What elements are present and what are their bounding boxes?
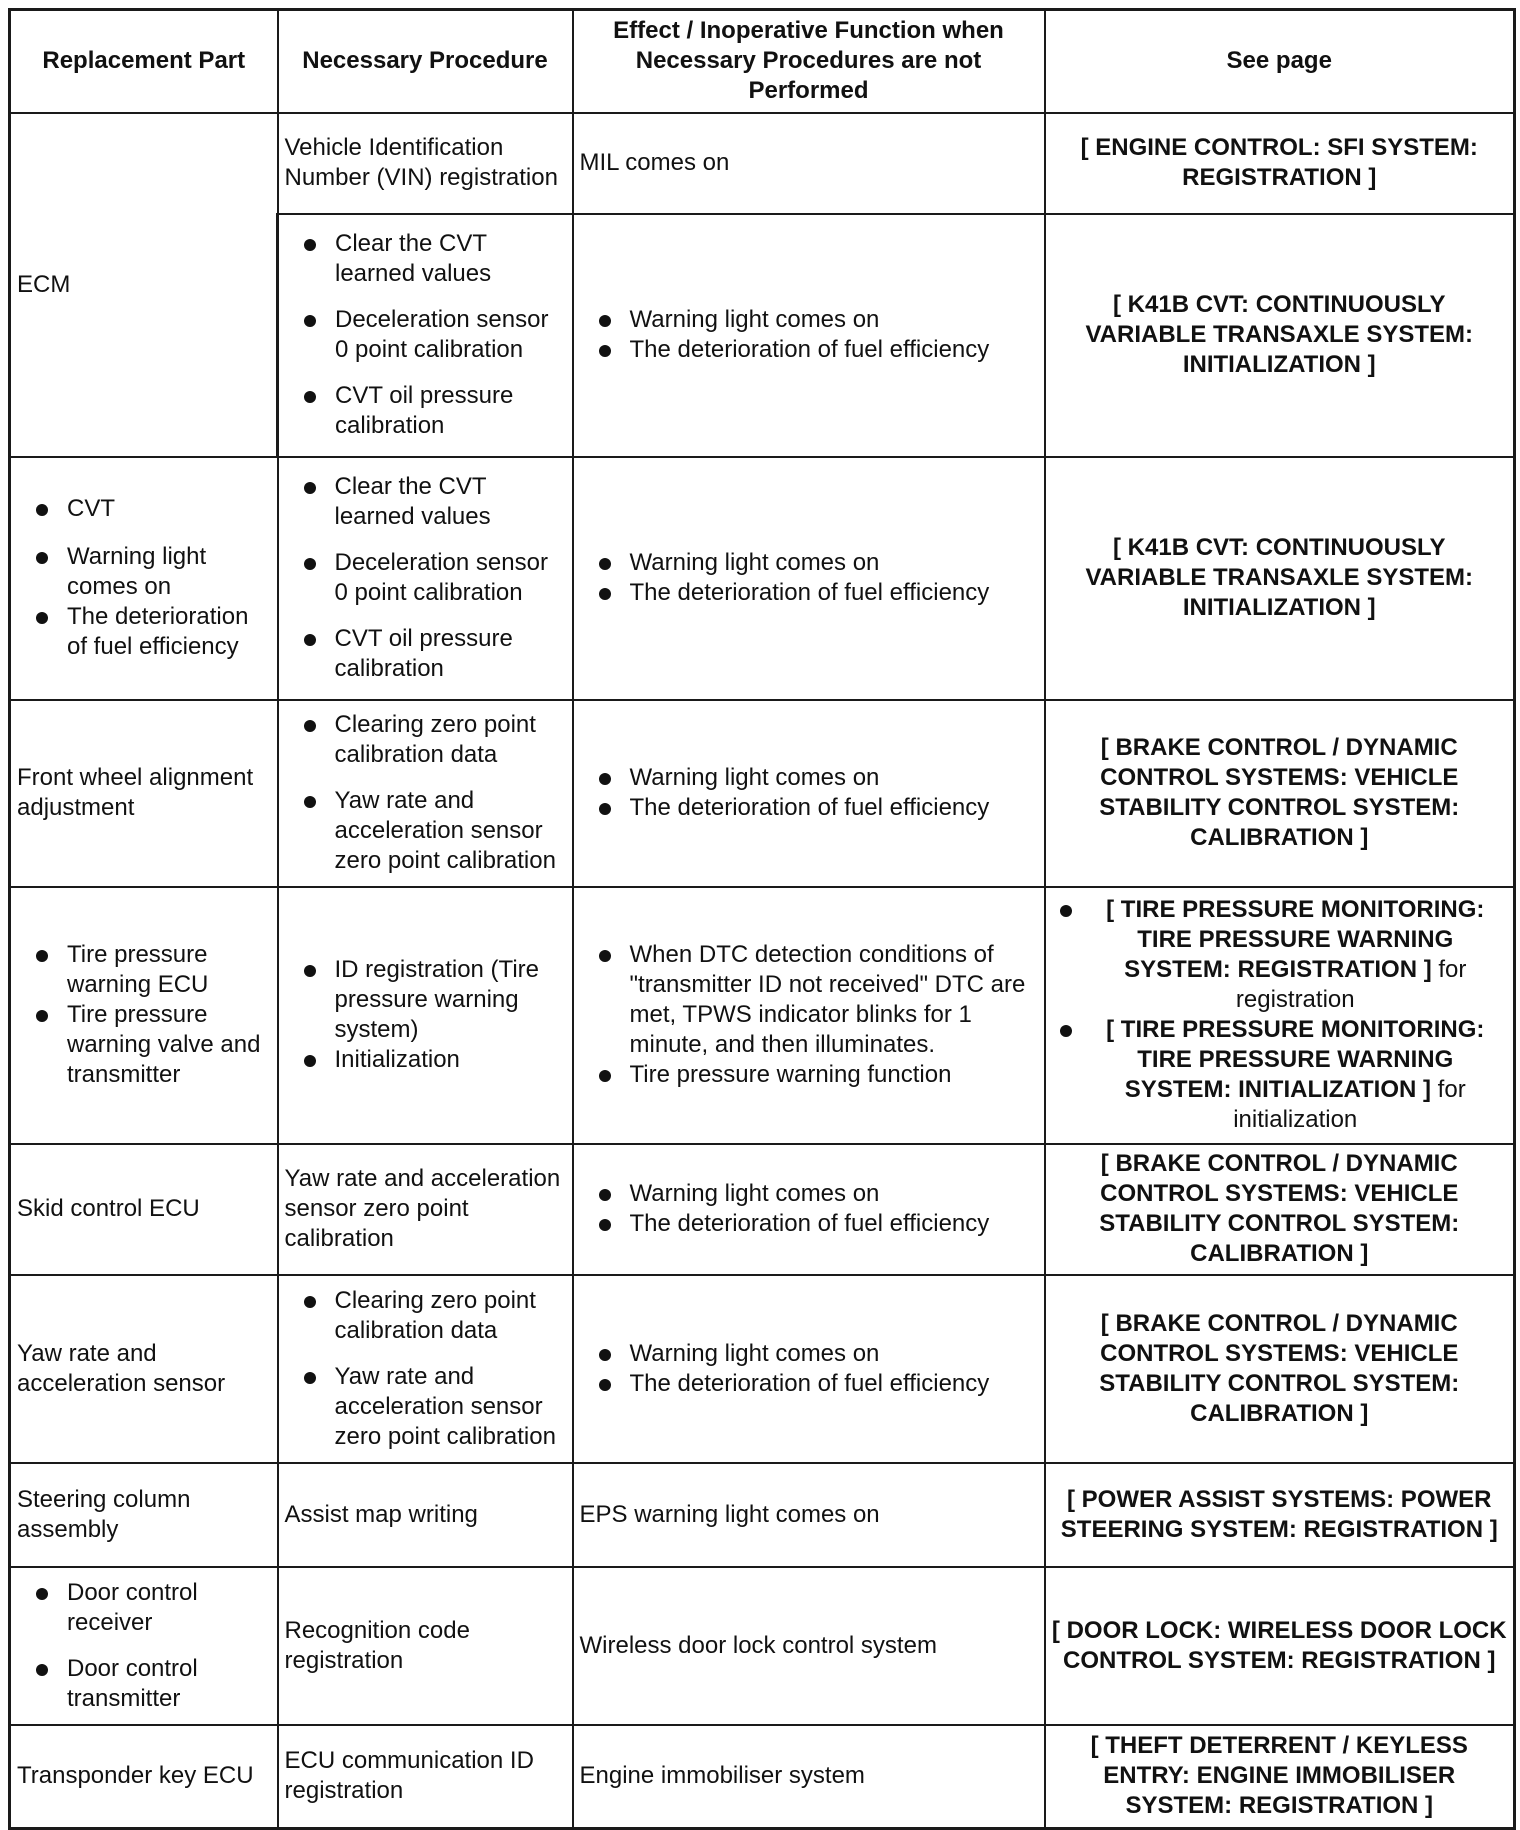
list-item: Tire pressure warning function [580,1060,1038,1090]
see-page-link[interactable]: [ POWER ASSIST SYSTEMS: POWER STEERING SYSTEM: REGISTRATION ] [1045,1463,1515,1567]
procedure-list [285,472,566,684]
procedure-cell: Yaw rate and acceleration sensor zero point calibration [278,1144,573,1275]
list-item: CVT oil pressure calibration [285,624,566,684]
part-cell [10,1567,278,1725]
see-page-link[interactable]: [ DOOR LOCK: WIRELESS DOOR LOCK CONTROL SYSTEM: REGISTRATION ] [1045,1567,1515,1725]
header-necessary-procedure: Necessary Procedure [278,10,573,113]
table-row-yaw-rate-sensor [10,1275,1515,1463]
effect-cell: Engine immobiliser system [573,1725,1045,1829]
list-item: Door control transmitter [17,1654,271,1714]
procedure-list [285,955,566,1075]
procedure-list [285,1286,566,1452]
effect-list [580,940,1038,1090]
ref-note: for registration [1235,956,1467,1013]
list-item: Deceleration sensor 0 point calibration [285,305,566,365]
part-list [17,494,271,662]
procedure-cell: Vehicle Identification Number (VIN) registration [278,113,573,214]
see-page-link[interactable]: [ K41B CVT: CONTINUOUSLY VARIABLE TRANSAXLE SYSTEM: INITIALIZATION ] [1045,214,1515,457]
list-item: The deterioration of fuel efficiency [580,578,1038,608]
part-cell: Transponder key ECU [10,1725,278,1829]
see-page-link[interactable]: [ THEFT DETERRENT / KEYLESS ENTRY: ENGINE IMMOBILISER SYSTEM: REGISTRATION ] [1045,1725,1515,1829]
effect-cell: EPS warning light comes on [573,1463,1045,1567]
list-item: The deterioration of fuel efficiency [580,793,1038,823]
procedure-list [285,710,566,876]
procedure-cell [278,887,573,1144]
list-item: Warning light comes on [580,1179,1038,1209]
procedure-cell [278,1275,573,1463]
part-cell: Skid control ECU [10,1144,278,1275]
part-cell [10,457,278,700]
list-item [1052,1015,1508,1135]
header-replacement-part: Replacement Part [10,10,278,113]
effect-cell: MIL comes on [573,113,1045,214]
effect-cell [573,214,1045,457]
procedure-cell [278,457,573,700]
part-cell: Yaw rate and acceleration sensor [10,1275,278,1463]
part-cell [10,887,278,1144]
list-item: The deterioration of fuel efficiency [580,1369,1038,1399]
see-page-link[interactable]: [ K41B CVT: CONTINUOUSLY VARIABLE TRANSAXLE SYSTEM: INITIALIZATION ] [1045,457,1515,700]
list-item [1052,895,1508,1015]
table-row-cvt [10,457,1515,700]
effect-list [580,548,1038,608]
see-page-list [1052,895,1508,1135]
see-page-link[interactable]: [ BRAKE CONTROL / DYNAMIC CONTROL SYSTEMS: VEHICLE STABILITY CONTROL SYSTEM: CALIBRATION ] [1045,1144,1515,1275]
see-page-link[interactable]: [ TIRE PRESSURE MONITORING: TIRE PRESSURE WARNING SYSTEM: REGISTRATION ] [1106,896,1485,983]
effect-cell: Wireless door lock control system [573,1567,1045,1725]
list-item: CVT [17,494,271,524]
procedure-cell [278,214,573,457]
list-item: Yaw rate and acceleration sensor zero point calibration [285,1362,566,1452]
list-item: Warning light comes on [580,548,1038,578]
list-item: ID registration (Tire pressure warning system) [285,955,566,1045]
effect-list [580,1339,1038,1399]
procedure-cell: Recognition code registration [278,1567,573,1725]
list-item: When DTC detection conditions of "transmitter ID not received" DTC are met, TPWS indicator blinks for 1 minute, and then illuminates. [580,940,1038,1060]
procedure-cell: ECU communication ID registration [278,1725,573,1829]
effect-list [580,1179,1038,1239]
header-see-page: See page [1045,10,1515,113]
list-item: Clearing zero point calibration data [285,710,566,770]
part-list [17,1578,271,1714]
effect-cell [573,457,1045,700]
procedure-list [285,229,566,441]
table-row-tire-pressure [10,887,1515,1144]
list-item: Deceleration sensor 0 point calibration [285,548,566,608]
ref-note: for initialization [1233,1076,1466,1133]
list-item: Clear the CVT learned values [285,472,566,532]
effect-cell [573,700,1045,887]
effect-cell [573,1275,1045,1463]
list-item: Warning light comes on [580,763,1038,793]
see-page-link[interactable]: [ ENGINE CONTROL: SFI SYSTEM: REGISTRATION ] [1045,113,1515,214]
part-cell: Steering column assembly [10,1463,278,1567]
list-item: The deterioration of fuel efficiency [580,1209,1038,1239]
see-page-link[interactable]: [ TIRE PRESSURE MONITORING: TIRE PRESSURE WARNING SYSTEM: INITIALIZATION ] [1106,1016,1485,1103]
list-item: Door control receiver [17,1578,271,1638]
effect-cell [573,887,1045,1144]
see-page-link[interactable]: [ BRAKE CONTROL / DYNAMIC CONTROL SYSTEMS: VEHICLE STABILITY CONTROL SYSTEM: CALIBRATION ] [1045,700,1515,887]
list-item: Warning light comes on [17,542,271,602]
table-row-transponder-key-ecu [10,1725,1515,1829]
list-item: Initialization [285,1045,566,1075]
list-item: Tire pressure warning ECU [17,940,271,1000]
table-row-skid-control-ecu [10,1144,1515,1275]
list-item: Tire pressure warning valve and transmitter [17,1000,271,1090]
list-item: Clear the CVT learned values [285,229,566,289]
list-item: CVT oil pressure calibration [285,381,566,441]
table-row-steering-column [10,1463,1515,1567]
table-row-ecm-vin [10,113,1515,214]
list-item: The deterioration of fuel efficiency [580,335,1038,365]
part-cell: Front wheel alignment adjustment [10,700,278,887]
list-item: The deterioration of fuel efficiency [17,602,271,662]
part-cell: ECM [10,113,278,457]
header-row [10,10,1515,113]
see-page-link[interactable]: [ BRAKE CONTROL / DYNAMIC CONTROL SYSTEMS: VEHICLE STABILITY CONTROL SYSTEM: CALIBRATION ] [1045,1275,1515,1463]
see-page-cell [1045,887,1515,1144]
header-effect: Effect / Inoperative Function when Necessary Procedures are not Performed [573,10,1045,113]
list-item: Warning light comes on [580,1339,1038,1369]
effect-list [580,305,1038,365]
list-item: Yaw rate and acceleration sensor zero point calibration [285,786,566,876]
procedure-cell: Assist map writing [278,1463,573,1567]
list-item: Warning light comes on [580,305,1038,335]
procedure-cell [278,700,573,887]
replacement-procedures-table [8,8,1516,1830]
table-row-front-wheel-alignment [10,700,1515,887]
list-item: Clearing zero point calibration data [285,1286,566,1346]
part-list [17,940,271,1090]
effect-list [580,763,1038,823]
effect-cell [573,1144,1045,1275]
table-row-door-control [10,1567,1515,1725]
